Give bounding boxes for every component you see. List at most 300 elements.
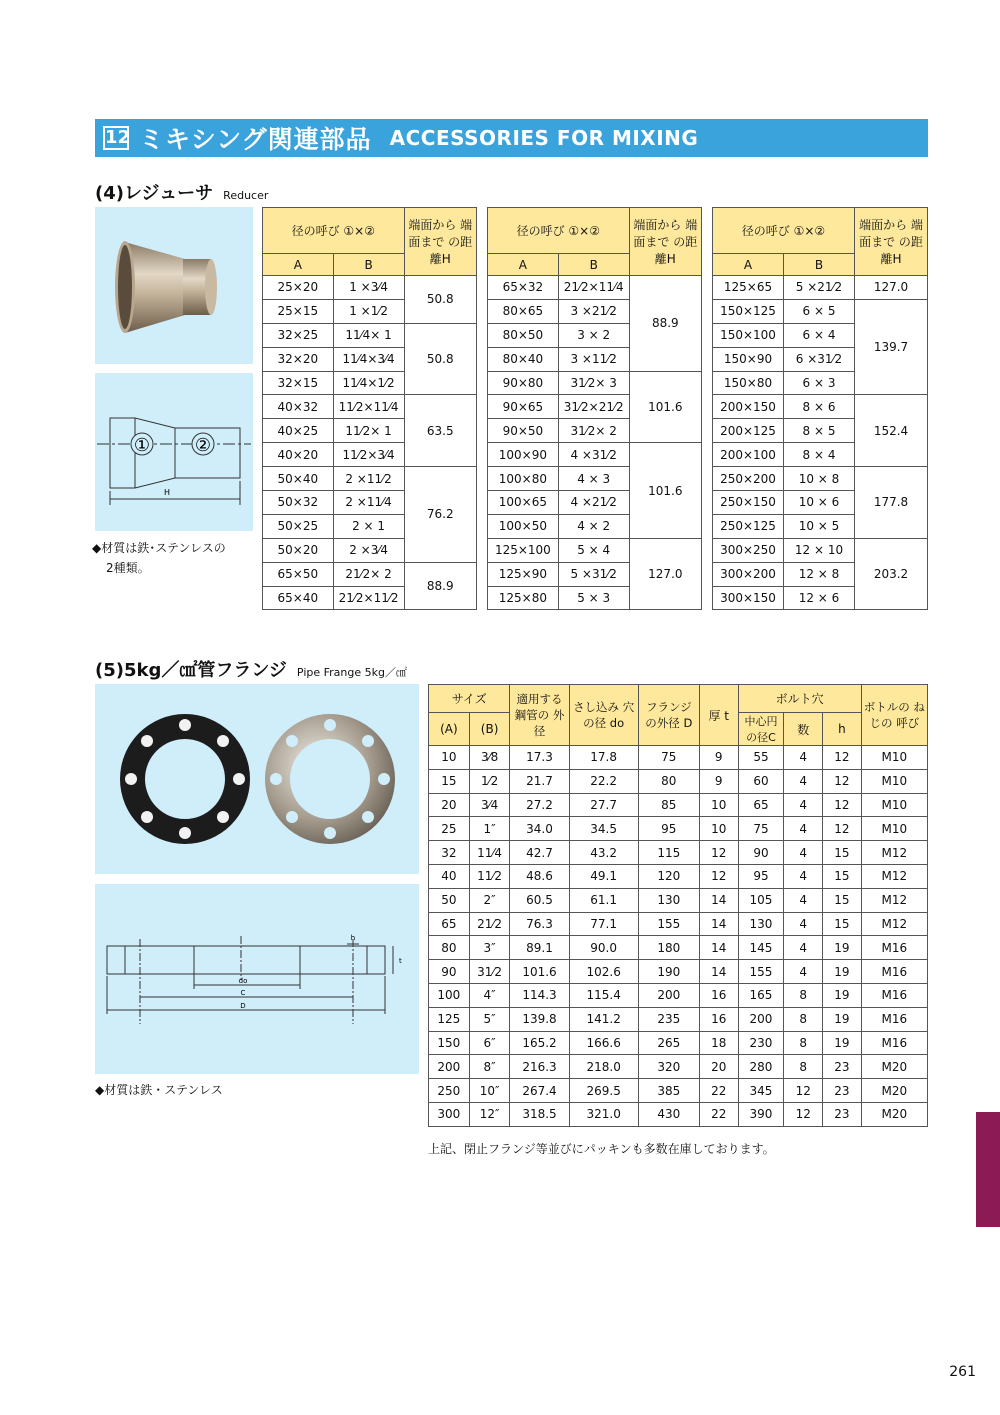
cell-b: 12 × 10	[784, 538, 855, 562]
flange-cell: 14	[699, 960, 738, 984]
flange-cell: 101.6	[510, 960, 569, 984]
flange-cell: 49.1	[569, 864, 638, 888]
reducer-diagram	[95, 373, 253, 531]
reducer-photo	[95, 207, 253, 364]
reducer-subtitle: Reducer	[223, 189, 269, 202]
table-row	[429, 936, 928, 960]
cell-a: 80×65	[488, 299, 559, 323]
reducer-header-a: A	[713, 254, 784, 276]
flange-cell: 280	[738, 1055, 784, 1079]
flange-header-h: h	[823, 713, 862, 746]
flange-cell: 22	[699, 1079, 738, 1103]
flange-cell: 14	[699, 912, 738, 936]
flange-cell: M12	[861, 841, 927, 865]
table-row	[429, 817, 928, 841]
flange-cell: 60.5	[510, 888, 569, 912]
flange-cell: 12	[784, 1079, 823, 1103]
cell-distance: 101.6	[629, 443, 701, 539]
flange-cell: 3″	[469, 936, 510, 960]
flange-cell: 385	[638, 1079, 699, 1103]
flange-cell: 269.5	[569, 1079, 638, 1103]
flange-cell: 114.3	[510, 983, 569, 1007]
cell-a: 200×150	[713, 395, 784, 419]
cell-b: 10 × 5	[784, 514, 855, 538]
flange-cell: 20	[429, 793, 470, 817]
cell-a: 125×100	[488, 538, 559, 562]
flange-cell: 5″	[469, 1007, 510, 1031]
cell-b: 8 × 4	[784, 443, 855, 467]
flange-cell: 320	[638, 1055, 699, 1079]
flange-cell: 21.7	[510, 769, 569, 793]
table-row	[429, 746, 928, 770]
flange-cell: 166.6	[569, 1031, 638, 1055]
reducer-header-b: B	[333, 254, 404, 276]
cell-a: 80×40	[488, 347, 559, 371]
flange-cell: 12	[823, 817, 862, 841]
reducer-header-b: B	[558, 254, 629, 276]
flange-cell: 95	[738, 864, 784, 888]
cell-a: 25×20	[263, 276, 334, 300]
reducer-header-a: A	[263, 254, 334, 276]
flange-cell: 55	[738, 746, 784, 770]
cell-b: 11⁄2× 1	[333, 419, 404, 443]
flange-cell: 102.6	[569, 960, 638, 984]
cell-b: 2 ×11⁄4	[333, 491, 404, 515]
section-tab	[976, 1112, 1000, 1227]
cell-a: 250×200	[713, 467, 784, 491]
flange-drawing	[95, 884, 419, 1074]
cell-a: 40×20	[263, 443, 334, 467]
cell-b: 6 ×31⁄2	[784, 347, 855, 371]
cell-b: 4 × 2	[558, 514, 629, 538]
flange-cell: 12	[699, 841, 738, 865]
flange-cell: 4″	[469, 983, 510, 1007]
flange-cell: 12″	[469, 1102, 510, 1126]
flange-cell: 34.5	[569, 817, 638, 841]
table-row	[263, 276, 477, 300]
flange-cell: 3⁄4	[469, 793, 510, 817]
flange-cell: 4	[784, 864, 823, 888]
flange-cell: 65	[429, 912, 470, 936]
flange-cell: 10	[429, 746, 470, 770]
diagram-h-label: h	[350, 934, 356, 942]
cell-b: 11⁄4×1⁄2	[333, 371, 404, 395]
flange-cell: 4	[784, 936, 823, 960]
flange-cell: 22	[699, 1102, 738, 1126]
reducer-header-distance: 端面から 端面まで の距離H	[855, 208, 928, 276]
cell-a: 125×80	[488, 586, 559, 610]
flange-cell: 11⁄4	[469, 841, 510, 865]
cell-distance: 152.4	[855, 395, 928, 467]
table-row	[713, 276, 928, 300]
flange-cell: 31⁄2	[469, 960, 510, 984]
flange-cell: 318.5	[510, 1102, 569, 1126]
flange-cell: 216.3	[510, 1055, 569, 1079]
flange-cell: 32	[429, 841, 470, 865]
flange-cell: 105	[738, 888, 784, 912]
cell-b: 1 ×3⁄4	[333, 276, 404, 300]
cell-b: 12 × 8	[784, 562, 855, 586]
cell-a: 300×200	[713, 562, 784, 586]
flange-cell: 9	[699, 746, 738, 770]
cell-b: 2 ×3⁄4	[333, 538, 404, 562]
cell-distance: 88.9	[404, 562, 476, 610]
flange-cell: 4	[784, 912, 823, 936]
flange-cell: M10	[861, 746, 927, 770]
flange-cell: M16	[861, 936, 927, 960]
cell-b: 8 × 6	[784, 395, 855, 419]
flange-header-bolt: ボルト穴	[738, 685, 861, 713]
cell-b: 11⁄4× 1	[333, 323, 404, 347]
flange-cell: 12	[784, 1102, 823, 1126]
cell-a: 65×40	[263, 586, 334, 610]
flange-diagram	[95, 884, 419, 1074]
flange-photo-image	[95, 684, 419, 874]
flange-cell: 4	[784, 817, 823, 841]
flange-cell: 42.7	[510, 841, 569, 865]
flange-cell: 115	[638, 841, 699, 865]
flange-cell: M10	[861, 817, 927, 841]
cell-a: 150×100	[713, 323, 784, 347]
cell-a: 125×65	[713, 276, 784, 300]
flange-cell: 20	[699, 1055, 738, 1079]
flange-cell: 75	[638, 746, 699, 770]
cell-b: 6 × 4	[784, 323, 855, 347]
flange-cell: 100	[429, 983, 470, 1007]
diagram-mark-2: ②	[194, 435, 212, 456]
cell-b: 2 ×11⁄2	[333, 467, 404, 491]
flange-cell: 95	[638, 817, 699, 841]
flange-cell: 190	[638, 960, 699, 984]
cell-distance: 127.0	[855, 276, 928, 300]
cell-a: 25×15	[263, 299, 334, 323]
cell-b: 1 ×1⁄2	[333, 299, 404, 323]
flange-cell: 200	[738, 1007, 784, 1031]
cell-a: 150×125	[713, 299, 784, 323]
flange-cell: 10	[699, 817, 738, 841]
diagram-do-label: do	[238, 977, 248, 985]
flange-cell: 77.1	[569, 912, 638, 936]
table-row	[263, 562, 477, 586]
flange-cell: 80	[638, 769, 699, 793]
cell-b: 4 ×31⁄2	[558, 443, 629, 467]
flange-cell: 15	[823, 841, 862, 865]
section-title-jp: ミキシング関連部品	[139, 125, 372, 154]
flange-cell: 8	[784, 983, 823, 1007]
section-banner	[95, 119, 928, 157]
cell-a: 32×25	[263, 323, 334, 347]
cell-b: 31⁄2× 2	[558, 419, 629, 443]
cell-distance: 50.8	[404, 276, 476, 324]
flange-cell: 90	[429, 960, 470, 984]
flange-cell: 145	[738, 936, 784, 960]
cell-a: 250×125	[713, 514, 784, 538]
flange-cell: 139.8	[510, 1007, 569, 1031]
flange-cell: 14	[699, 936, 738, 960]
cell-b: 6 × 3	[784, 371, 855, 395]
table-row	[429, 841, 928, 865]
cell-b: 31⁄2× 3	[558, 371, 629, 395]
flange-header-thread: ボトルの ねじの 呼び	[861, 685, 927, 746]
flange-cell: 19	[823, 960, 862, 984]
flange-cell: 8″	[469, 1055, 510, 1079]
table-row	[429, 983, 928, 1007]
diagram-c-label: C	[240, 989, 246, 997]
cell-b: 21⁄2× 2	[333, 562, 404, 586]
reducer-material-note: ◆材質は鉄･ステンレスの 2種類。	[92, 541, 226, 575]
flange-cell: 16	[699, 1007, 738, 1031]
table-row	[429, 1079, 928, 1103]
flange-cell: M20	[861, 1102, 927, 1126]
flange-cell: 155	[738, 960, 784, 984]
flange-cell: 3⁄8	[469, 746, 510, 770]
flange-cell: 14	[699, 888, 738, 912]
flange-cell: 25	[429, 817, 470, 841]
table-row	[713, 395, 928, 419]
table-row	[429, 769, 928, 793]
cell-a: 40×25	[263, 419, 334, 443]
flange-cell: 430	[638, 1102, 699, 1126]
section-title-en: ACCESSORIES FOR MIXING	[389, 126, 699, 150]
cell-b: 6 × 5	[784, 299, 855, 323]
cell-a: 100×50	[488, 514, 559, 538]
flange-cell: 8	[784, 1031, 823, 1055]
cell-b: 3 × 2	[558, 323, 629, 347]
cell-b: 10 × 6	[784, 491, 855, 515]
flange-cell: 180	[638, 936, 699, 960]
cell-a: 32×20	[263, 347, 334, 371]
cell-b: 4 × 3	[558, 467, 629, 491]
flange-cell: 390	[738, 1102, 784, 1126]
flange-cell: 19	[823, 983, 862, 1007]
flange-cell: 17.8	[569, 746, 638, 770]
flange-cell: M16	[861, 983, 927, 1007]
table-row	[713, 299, 928, 323]
cell-a: 90×80	[488, 371, 559, 395]
flange-cell: 4	[784, 746, 823, 770]
flange-cell: M12	[861, 864, 927, 888]
flange-cell: 155	[638, 912, 699, 936]
cell-b: 5 ×31⁄2	[558, 562, 629, 586]
cell-a: 150×90	[713, 347, 784, 371]
flange-cell: 321.0	[569, 1102, 638, 1126]
table-row	[488, 371, 702, 395]
flange-cell: 12	[823, 769, 862, 793]
flange-cell: 22.2	[569, 769, 638, 793]
cell-a: 32×15	[263, 371, 334, 395]
flange-cell: 16	[699, 983, 738, 1007]
reducer-header-distance: 端面から 端面まで の距離H	[404, 208, 476, 276]
flange-cell: M16	[861, 1007, 927, 1031]
cell-a: 50×25	[263, 514, 334, 538]
flange-header-a: (A)	[429, 713, 470, 746]
table-row	[263, 395, 477, 419]
cell-a: 65×32	[488, 276, 559, 300]
flange-header-thick: 厚 t	[699, 685, 738, 746]
cell-a: 50×40	[263, 467, 334, 491]
flange-heading	[95, 656, 407, 682]
flange-cell: 8	[784, 1007, 823, 1031]
flange-header-b: (B)	[469, 713, 510, 746]
cell-a: 300×150	[713, 586, 784, 610]
table-row	[263, 323, 477, 347]
reducer-photo-image	[95, 207, 253, 364]
flange-cell: 27.2	[510, 793, 569, 817]
reducer-drawing	[95, 373, 253, 531]
flange-cell: 165.2	[510, 1031, 569, 1055]
flange-cell: 1⁄2	[469, 769, 510, 793]
cell-b: 3 ×21⁄2	[558, 299, 629, 323]
cell-a: 125×90	[488, 562, 559, 586]
flange-cell: 267.4	[510, 1079, 569, 1103]
reducer-header-b: B	[784, 254, 855, 276]
cell-distance: 139.7	[855, 299, 928, 395]
cell-distance: 76.2	[404, 467, 476, 563]
flange-cell: 4	[784, 841, 823, 865]
flange-cell: 300	[429, 1102, 470, 1126]
flange-cell: M12	[861, 888, 927, 912]
flange-cell: 27.7	[569, 793, 638, 817]
flange-cell: 150	[429, 1031, 470, 1055]
flange-cell: 18	[699, 1031, 738, 1055]
cell-b: 5 × 4	[558, 538, 629, 562]
table-row	[429, 912, 928, 936]
flange-cell: 85	[638, 793, 699, 817]
flange-header-insert: さし込み 穴の径 do	[569, 685, 638, 746]
flange-cell: 11⁄2	[469, 864, 510, 888]
cell-b: 10 × 8	[784, 467, 855, 491]
reducer-header-size: 径の呼び ①×②	[488, 208, 630, 254]
flange-cell: 12	[823, 746, 862, 770]
cell-a: 40×32	[263, 395, 334, 419]
cell-b: 21⁄2×11⁄2	[333, 586, 404, 610]
flange-photo	[95, 684, 419, 874]
flange-cell: 10″	[469, 1079, 510, 1103]
flange-header-center: 中心円 の径C	[738, 713, 784, 746]
cell-b: 4 ×21⁄2	[558, 491, 629, 515]
flange-cell: 200	[638, 983, 699, 1007]
cell-a: 65×50	[263, 562, 334, 586]
flange-cell: 130	[638, 888, 699, 912]
flange-cell: 19	[823, 1031, 862, 1055]
cell-b: 11⁄4×3⁄4	[333, 347, 404, 371]
flange-cell: 19	[823, 1007, 862, 1031]
reducer-header-distance: 端面から 端面まで の距離H	[629, 208, 701, 276]
flange-cell: 15	[823, 864, 862, 888]
diagram-h-label: H	[163, 488, 171, 497]
flange-cell: 19	[823, 936, 862, 960]
cell-distance: 127.0	[629, 538, 701, 610]
cell-b: 11⁄2×11⁄4	[333, 395, 404, 419]
flange-cell: 23	[823, 1055, 862, 1079]
flange-cell: 15	[823, 912, 862, 936]
diagram-mark-1: ①	[133, 435, 151, 456]
flange-header-flange: フランジ の外径 D	[638, 685, 699, 746]
reducer-table-2	[487, 207, 702, 610]
table-row	[713, 467, 928, 491]
cell-a: 100×90	[488, 443, 559, 467]
flange-subtitle: Pipe Frange 5kg／㎠	[296, 666, 407, 679]
cell-a: 200×125	[713, 419, 784, 443]
flange-table	[428, 684, 928, 1127]
cell-distance: 88.9	[629, 276, 701, 372]
cell-b: 31⁄2×21⁄2	[558, 395, 629, 419]
flange-cell: 120	[638, 864, 699, 888]
flange-cell: 17.3	[510, 746, 569, 770]
table-row	[429, 888, 928, 912]
flange-cell: 141.2	[569, 1007, 638, 1031]
cell-distance: 63.5	[404, 395, 476, 467]
flange-cell: 4	[784, 793, 823, 817]
flange-cell: 250	[429, 1079, 470, 1103]
cell-a: 50×20	[263, 538, 334, 562]
flange-cell: 230	[738, 1031, 784, 1055]
reducer-header-size: 径の呼び ①×②	[263, 208, 405, 254]
table-row	[429, 1031, 928, 1055]
flange-cell: 48.6	[510, 864, 569, 888]
table-row	[429, 793, 928, 817]
flange-cell: M10	[861, 793, 927, 817]
flange-cell: 61.1	[569, 888, 638, 912]
flange-cell: 60	[738, 769, 784, 793]
cell-distance: 101.6	[629, 371, 701, 443]
table-row	[429, 1102, 928, 1126]
table-row	[488, 538, 702, 562]
cell-a: 50×32	[263, 491, 334, 515]
reducer-header-size: 径の呼び ①×②	[713, 208, 855, 254]
flange-cell: 200	[429, 1055, 470, 1079]
flange-cell: 8	[784, 1055, 823, 1079]
cell-a: 100×65	[488, 491, 559, 515]
flange-cell: 115.4	[569, 983, 638, 1007]
flange-cell: 4	[784, 960, 823, 984]
flange-cell: M16	[861, 1031, 927, 1055]
table-row	[429, 960, 928, 984]
flange-cell: 218.0	[569, 1055, 638, 1079]
flange-cell: 90.0	[569, 936, 638, 960]
flange-cell: 76.3	[510, 912, 569, 936]
cell-b: 8 × 5	[784, 419, 855, 443]
flange-cell: 43.2	[569, 841, 638, 865]
table-row	[263, 467, 477, 491]
section-number: 12	[105, 127, 131, 148]
cell-b: 12 × 6	[784, 586, 855, 610]
flange-cell: 90	[738, 841, 784, 865]
flange-cell: 9	[699, 769, 738, 793]
flange-cell: 2″	[469, 888, 510, 912]
flange-header-size: サイズ	[429, 685, 510, 713]
flange-cell: 65	[738, 793, 784, 817]
flange-cell: 89.1	[510, 936, 569, 960]
flange-cell: 40	[429, 864, 470, 888]
cell-a: 80×50	[488, 323, 559, 347]
cell-b: 3 ×11⁄2	[558, 347, 629, 371]
flange-cell: 15	[429, 769, 470, 793]
flange-cell: M10	[861, 769, 927, 793]
reducer-table-3	[712, 207, 928, 610]
flange-cell: 4	[784, 769, 823, 793]
flange-cell: M16	[861, 960, 927, 984]
flange-cell: 10	[699, 793, 738, 817]
flange-cell: 130	[738, 912, 784, 936]
cell-b: 21⁄2×11⁄4	[558, 276, 629, 300]
flange-title: (5)5kg／㎠管フランジ	[95, 660, 287, 681]
table-row	[429, 1055, 928, 1079]
table-row	[488, 276, 702, 300]
flange-cell: 23	[823, 1079, 862, 1103]
flange-cell: 15	[823, 888, 862, 912]
flange-cell: 34.0	[510, 817, 569, 841]
